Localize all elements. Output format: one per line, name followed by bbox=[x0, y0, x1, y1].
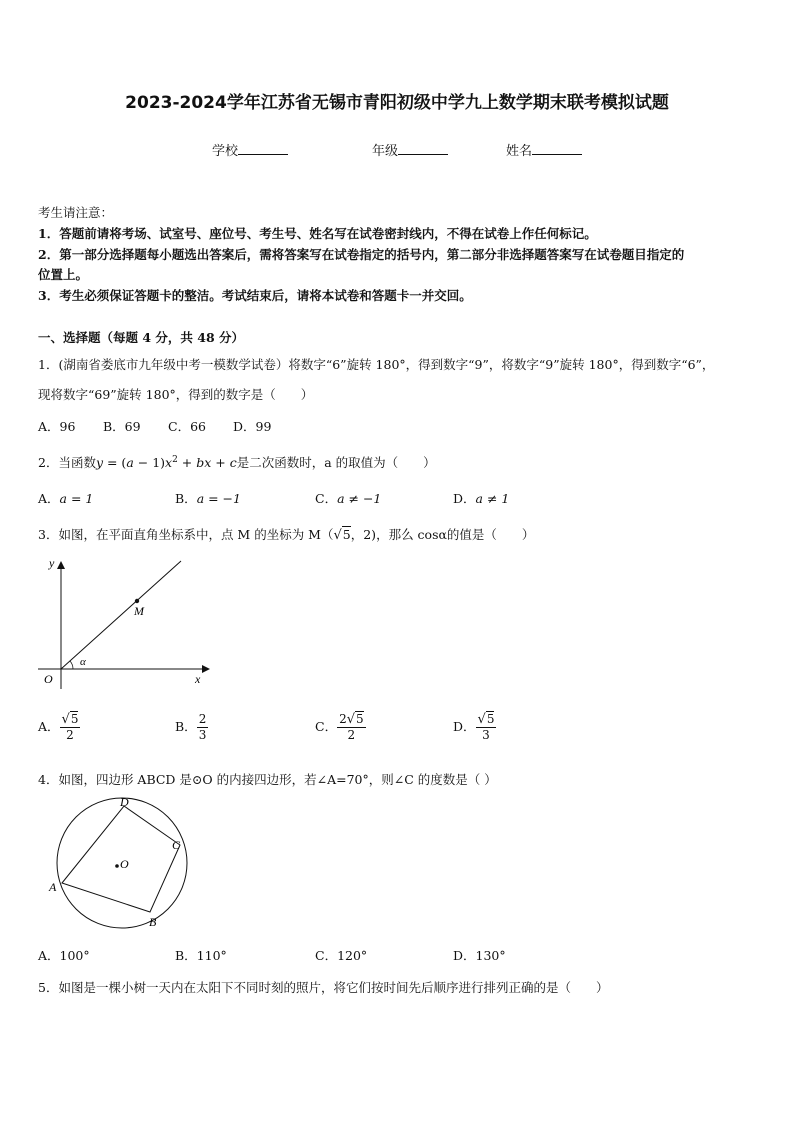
o-label: O bbox=[120, 857, 129, 871]
ray-om bbox=[61, 561, 181, 669]
b-label: B bbox=[149, 915, 157, 929]
coordinate-figure bbox=[30, 555, 230, 690]
q4-option-c[interactable]: C．120° bbox=[315, 948, 368, 963]
y-label: y bbox=[49, 556, 55, 570]
grade-label: 年级 bbox=[372, 144, 399, 159]
alpha-label: α bbox=[80, 656, 86, 668]
q3-option-c[interactable]: C． $\frac{2√5}{2}$ bbox=[315, 712, 364, 742]
point-m bbox=[135, 599, 139, 603]
q5-text: 5．如图是一棵小树一天内在太阳下不同时刻的照片，将它们按时间先后顺序进行排列正确的是（ ） bbox=[38, 980, 609, 995]
q1-option-b[interactable]: B．69 bbox=[103, 419, 141, 434]
a-label: A bbox=[49, 880, 57, 894]
q2-prefix: 2．当函数 bbox=[38, 455, 96, 470]
d-label: D bbox=[120, 795, 129, 809]
x-axis-arrow bbox=[202, 665, 210, 673]
c-label: C bbox=[172, 838, 181, 852]
notice-item: 1．答题前请将考场、试室号、座位号、考生号、姓名写在试卷密封线内，不得在试卷上作任何标记。 bbox=[38, 226, 597, 241]
notice-heading: 考生请注意： bbox=[38, 205, 114, 220]
q1-option-c[interactable]: C．66 bbox=[168, 419, 206, 434]
q1-option-a[interactable]: A．96 bbox=[38, 419, 76, 434]
q4-option-b[interactable]: B．110° bbox=[175, 948, 227, 963]
q3-option-b[interactable]: B． $\frac{2}{3}$ bbox=[175, 712, 207, 742]
section-heading: 一、选择题（每题 4 分，共 48 分） bbox=[38, 330, 245, 345]
q2-option-b[interactable]: B．a = −1 bbox=[175, 491, 241, 506]
q3-text: 3．如图，在平面直角坐标系中，点 M 的坐标为 M（√5，2)，那么 cosα的值是（ ） bbox=[38, 527, 535, 543]
q4-option-a[interactable]: A．100° bbox=[38, 948, 90, 963]
y-axis-arrow bbox=[57, 561, 65, 569]
school-label: 学校 bbox=[212, 144, 239, 159]
q1-option-d[interactable]: D．99 bbox=[233, 419, 272, 434]
x-label: x bbox=[195, 672, 201, 686]
notice-item: 2．第一部分选择题每小题选出答案后，需将答案写在试卷指定的括号内，第二部分非选择题答案写在试卷题目指定的 bbox=[38, 247, 685, 262]
origin-label: O bbox=[44, 672, 53, 686]
notice-item: 3．考生必须保证答题卡的整洁。考试结束后，请将本试卷和答题卡一并交回。 bbox=[38, 288, 472, 303]
notice-item: 位置上。 bbox=[38, 267, 89, 282]
q1-text: 现将数字“69”旋转 180°，得到的数字是（ ） bbox=[38, 387, 314, 402]
q1-text: 1．(湖南省娄底市九年级中考一模数学试卷）将数字“6”旋转 180°，得到数字“9”，将数字“9”旋转 180°，得到数字“6”， bbox=[38, 357, 715, 372]
q3-option-d[interactable]: D． $\frac{√5}{3}$ bbox=[453, 712, 495, 742]
m-label: M bbox=[134, 604, 144, 618]
school-field[interactable] bbox=[212, 140, 288, 159]
page-title: 2023-2024学年江苏省无锡市青阳初级中学九上数学期末联考模拟试题 bbox=[125, 93, 669, 113]
q2-option-d[interactable]: D．a ≠ 1 bbox=[453, 491, 510, 506]
q2-text bbox=[38, 453, 436, 471]
center-o bbox=[115, 864, 119, 868]
name-label: 姓名 bbox=[506, 144, 533, 159]
q4-option-d[interactable]: D．130° bbox=[453, 948, 506, 963]
q2-option-a[interactable]: A．a = 1 bbox=[38, 491, 94, 506]
name-field[interactable] bbox=[506, 140, 582, 159]
q3-option-a[interactable]: A． $\frac{√5}{2}$ bbox=[38, 712, 79, 742]
q4-text: 4．如图，四边形 ABCD 是⊙O 的内接四边形，若∠A=70°，则∠C 的度数是（ ） bbox=[38, 772, 497, 787]
q2-suffix: 是二次函数时，a 的取值为（ ） bbox=[236, 455, 436, 470]
q2-formula: $y = (a - 1)x^2$ + bx + c bbox=[95, 454, 237, 470]
q2-option-c[interactable]: C．a ≠ −1 bbox=[315, 491, 382, 506]
circle-figure bbox=[40, 795, 200, 935]
grade-field[interactable] bbox=[372, 140, 448, 159]
